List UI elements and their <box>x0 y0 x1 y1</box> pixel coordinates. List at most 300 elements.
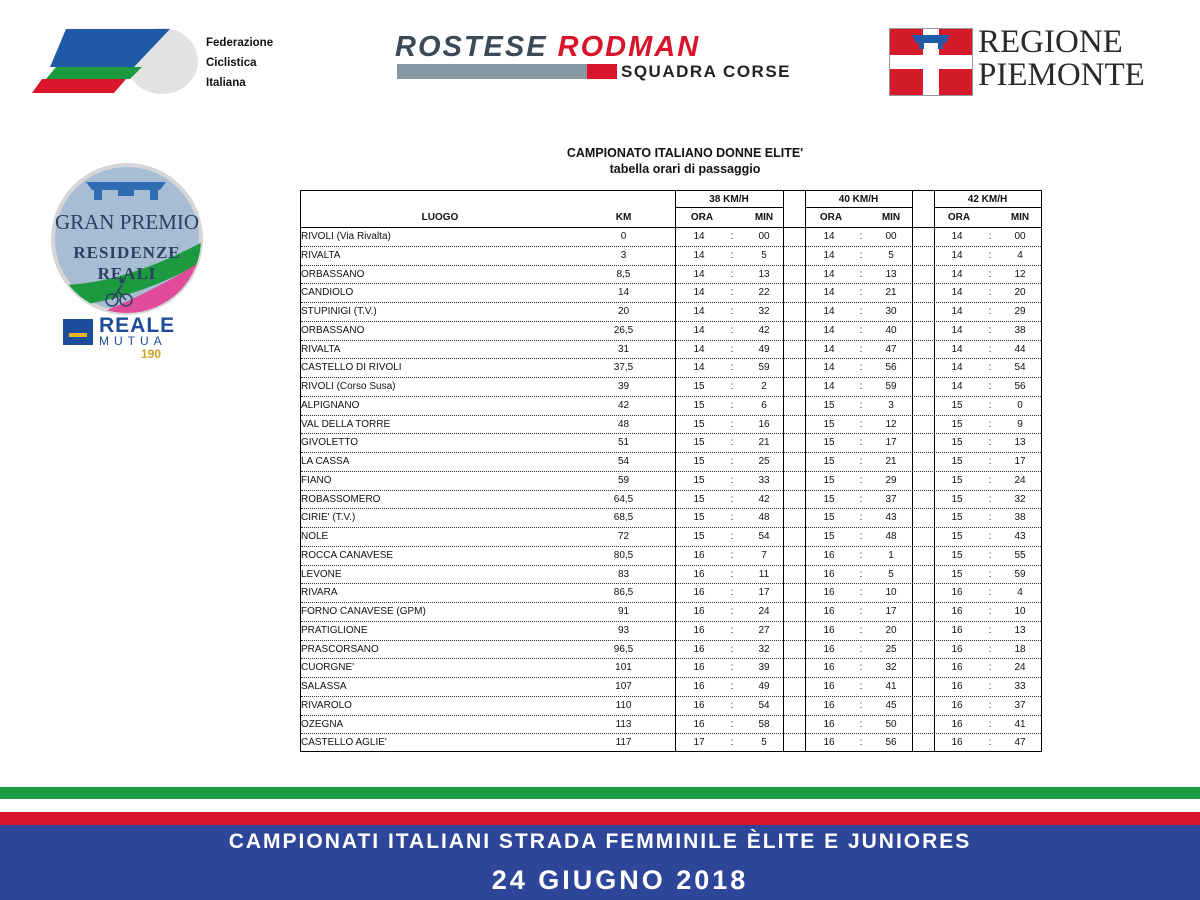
time-separator: : <box>730 324 734 336</box>
time-separator: : <box>859 418 863 430</box>
row-min-40: 47 <box>885 343 897 355</box>
row-ora-38: 14 <box>693 231 705 242</box>
time-separator: : <box>859 268 863 280</box>
row-min-40: 10 <box>885 587 897 599</box>
time-separator: : <box>988 606 992 617</box>
row-ora-42: 15 <box>951 549 963 561</box>
table-row <box>301 491 1041 510</box>
time-separator: : <box>730 512 734 524</box>
table-row <box>301 284 1041 303</box>
table-row <box>301 734 1041 753</box>
row-location: CUORGNE' <box>301 662 355 674</box>
row-min-42: 55 <box>1014 549 1026 561</box>
time-separator: : <box>988 324 992 336</box>
time-separator: : <box>988 587 992 599</box>
row-ora-42: 16 <box>951 624 963 636</box>
row-location: RIVOLI (Via Rivalta) <box>301 231 391 242</box>
row-min-38: 25 <box>758 456 770 467</box>
time-separator: : <box>859 681 863 692</box>
row-ora-40: 15 <box>823 474 835 486</box>
flag-stripe-white <box>0 799 1200 812</box>
row-min-42: 10 <box>1014 606 1026 617</box>
time-separator: : <box>859 381 863 392</box>
time-separator: : <box>859 662 863 674</box>
time-separator: : <box>988 643 992 655</box>
row-location: STUPINIGI (T.V.) <box>301 306 377 317</box>
row-min-42: 17 <box>1014 456 1026 467</box>
row-ora-42: 16 <box>951 643 963 655</box>
row-ora-40: 15 <box>823 437 835 449</box>
row-min-40: 56 <box>885 362 897 374</box>
row-min-40: 30 <box>885 306 897 317</box>
row-ora-38: 15 <box>693 437 705 449</box>
row-ora-38: 16 <box>693 681 705 692</box>
row-ora-42: 14 <box>951 249 963 261</box>
time-separator: : <box>988 737 992 749</box>
fci-label-line: Federazione <box>206 37 274 49</box>
time-separator: : <box>730 662 734 674</box>
time-separator: : <box>988 287 992 299</box>
piemonte-label <box>978 26 1168 92</box>
time-separator: : <box>988 362 992 374</box>
row-min-40: 20 <box>885 624 897 636</box>
row-km: 101 <box>615 662 632 674</box>
ora-header: ORA <box>690 212 714 223</box>
reale-mutua-icon <box>63 319 93 345</box>
rostese-brand-a: ROSTESE <box>395 31 558 63</box>
row-min-42: 41 <box>1014 718 1026 730</box>
time-separator: : <box>730 531 734 542</box>
row-min-38: 27 <box>758 624 770 636</box>
row-location: NOLE <box>301 531 329 542</box>
row-ora-42: 15 <box>951 531 963 542</box>
row-min-38: 49 <box>758 681 770 692</box>
row-ora-38: 15 <box>693 381 705 392</box>
row-min-40: 32 <box>885 662 897 674</box>
time-separator: : <box>730 399 734 411</box>
footer-banner <box>0 825 1200 900</box>
row-km: 8,5 <box>616 268 631 280</box>
time-separator: : <box>859 287 863 299</box>
row-km: 26,5 <box>613 324 634 336</box>
gran-premio-emblem-icon <box>48 160 206 318</box>
time-separator: : <box>988 699 992 711</box>
speed-divider <box>805 207 912 208</box>
row-location: CASTELLO DI RIVOLI <box>301 362 402 374</box>
row-min-40: 21 <box>885 456 897 467</box>
row-ora-38: 14 <box>693 306 705 317</box>
row-min-40: 29 <box>885 474 897 486</box>
row-ora-40: 15 <box>823 418 835 430</box>
row-ora-42: 16 <box>951 662 963 674</box>
time-separator: : <box>859 493 863 505</box>
row-min-40: 12 <box>885 418 897 430</box>
row-min-42: 12 <box>1014 268 1026 280</box>
time-separator: : <box>730 268 734 280</box>
row-location: RIVAROLO <box>301 699 352 711</box>
min-header: MIN <box>754 212 774 223</box>
row-ora-38: 15 <box>693 531 705 542</box>
time-separator: : <box>988 399 992 411</box>
time-separator: : <box>730 456 734 467</box>
rostese-bar <box>397 64 589 79</box>
row-min-42: 00 <box>1014 231 1026 242</box>
row-min-38: 32 <box>758 643 770 655</box>
row-ora-42: 14 <box>951 343 963 355</box>
row-min-38: 24 <box>758 606 770 617</box>
row-km: 110 <box>615 699 632 711</box>
time-separator: : <box>859 587 863 599</box>
row-min-42: 43 <box>1014 531 1026 542</box>
row-ora-38: 17 <box>693 737 705 749</box>
row-location: CIRIE' (T.V.) <box>301 512 356 524</box>
row-min-38: 22 <box>758 287 770 299</box>
time-separator: : <box>730 643 734 655</box>
row-ora-42: 15 <box>951 418 963 430</box>
row-ora-38: 16 <box>693 568 705 580</box>
row-km: 68,5 <box>613 512 634 524</box>
row-ora-42: 15 <box>951 568 963 580</box>
time-separator: : <box>988 249 992 261</box>
row-ora-40: 14 <box>823 287 835 299</box>
time-separator: : <box>730 381 734 392</box>
row-min-38: 33 <box>758 474 770 486</box>
time-separator: : <box>730 343 734 355</box>
row-min-40: 56 <box>885 737 897 749</box>
flag-stripe-green <box>0 787 1200 799</box>
row-location: SALASSA <box>301 681 347 692</box>
row-km: 80,5 <box>613 549 634 561</box>
row-km: 107 <box>615 681 632 692</box>
gran-premio-badge <box>48 160 206 318</box>
row-ora-40: 16 <box>823 606 835 617</box>
flag-stripe-red <box>0 812 1200 825</box>
row-min-38: 49 <box>758 343 770 355</box>
time-separator: : <box>988 231 992 242</box>
row-ora-40: 14 <box>823 381 835 392</box>
fci-label <box>206 33 273 93</box>
table-row <box>301 528 1041 547</box>
row-location: LEVONE <box>301 568 342 580</box>
row-min-42: 59 <box>1014 568 1026 580</box>
row-location: ALPIGNANO <box>301 399 360 411</box>
time-separator: : <box>730 249 734 261</box>
row-ora-40: 15 <box>823 512 835 524</box>
table-row <box>301 434 1041 453</box>
row-location: RIVALTA <box>301 343 341 355</box>
rostese-rodman-logo <box>395 31 797 84</box>
table-row <box>301 416 1041 435</box>
row-km: 0 <box>620 231 627 242</box>
row-min-42: 33 <box>1014 681 1026 692</box>
row-min-38: 00 <box>758 231 770 242</box>
table-row <box>301 322 1041 341</box>
row-min-42: 38 <box>1014 324 1026 336</box>
time-separator: : <box>988 268 992 280</box>
document-title: CAMPIONATO ITALIANO DONNE ELITE' <box>566 146 804 160</box>
time-separator: : <box>988 437 992 449</box>
time-separator: : <box>859 324 863 336</box>
row-ora-40: 16 <box>823 737 835 749</box>
row-min-42: 54 <box>1014 362 1026 374</box>
timetable <box>300 190 1042 752</box>
reale-sub: MUTUA <box>99 334 167 348</box>
row-min-42: 24 <box>1014 474 1026 486</box>
row-ora-38: 15 <box>693 399 705 411</box>
row-km: 31 <box>617 343 630 355</box>
table-row <box>301 547 1041 566</box>
table-row <box>301 303 1041 322</box>
ora-header: ORA <box>947 212 971 223</box>
row-location: CASTELLO AGLIE' <box>301 737 387 749</box>
speed-header-40: 40 KM/H <box>838 194 879 205</box>
row-location: OZEGNA <box>301 718 344 730</box>
time-separator: : <box>859 549 863 561</box>
row-ora-38: 15 <box>693 418 705 430</box>
time-separator: : <box>859 512 863 524</box>
row-min-40: 3 <box>888 399 894 411</box>
row-min-38: 5 <box>761 737 767 749</box>
row-km: 72 <box>617 531 630 542</box>
time-separator: : <box>988 343 992 355</box>
row-ora-40: 15 <box>823 456 835 467</box>
time-separator: : <box>859 699 863 711</box>
table-row <box>301 378 1041 397</box>
rostese-brand <box>395 31 700 64</box>
time-separator: : <box>730 737 734 749</box>
table-row <box>301 697 1041 716</box>
row-min-40: 43 <box>885 512 897 524</box>
time-separator: : <box>859 399 863 411</box>
table-row <box>301 603 1041 622</box>
row-ora-38: 15 <box>693 512 705 524</box>
row-min-42: 44 <box>1014 343 1026 355</box>
row-location: GIVOLETTO <box>301 437 359 449</box>
time-separator: : <box>988 418 992 430</box>
row-ora-40: 16 <box>823 587 835 599</box>
row-km: 117 <box>615 737 632 749</box>
row-ora-42: 15 <box>951 512 963 524</box>
row-min-40: 48 <box>885 531 897 542</box>
table-row <box>301 266 1041 285</box>
row-min-40: 41 <box>885 681 897 692</box>
time-separator: : <box>730 718 734 730</box>
row-ora-40: 14 <box>823 343 835 355</box>
row-ora-40: 16 <box>823 643 835 655</box>
row-min-42: 4 <box>1017 587 1023 599</box>
row-ora-42: 15 <box>951 437 963 449</box>
time-separator: : <box>730 231 734 242</box>
row-ora-42: 14 <box>951 306 963 317</box>
row-min-42: 20 <box>1014 287 1026 299</box>
time-separator: : <box>859 249 863 261</box>
row-ora-42: 15 <box>951 474 963 486</box>
row-ora-40: 16 <box>823 549 835 561</box>
row-ora-40: 16 <box>823 718 835 730</box>
table-row <box>301 359 1041 378</box>
time-separator: : <box>859 718 863 730</box>
row-ora-38: 16 <box>693 624 705 636</box>
row-min-40: 13 <box>885 268 897 280</box>
row-location: RIVALTA <box>301 249 341 261</box>
speed-divider <box>675 207 783 208</box>
table-row <box>301 659 1041 678</box>
time-separator: : <box>730 437 734 449</box>
row-ora-38: 15 <box>693 493 705 505</box>
row-min-40: 5 <box>888 249 894 261</box>
row-km: 3 <box>620 249 627 261</box>
table-row <box>301 247 1041 266</box>
row-km: 86,5 <box>613 587 634 599</box>
row-ora-42: 16 <box>951 699 963 711</box>
row-min-38: 5 <box>761 249 767 261</box>
row-min-40: 40 <box>885 324 897 336</box>
row-location: FIANO <box>301 474 332 486</box>
regione-piemonte-logo <box>889 24 1169 96</box>
time-separator: : <box>988 512 992 524</box>
row-ora-38: 16 <box>693 549 705 561</box>
time-separator: : <box>859 362 863 374</box>
time-separator: : <box>730 606 734 617</box>
row-ora-40: 16 <box>823 681 835 692</box>
time-separator: : <box>988 456 992 467</box>
row-ora-42: 14 <box>951 381 963 392</box>
time-separator: : <box>730 587 734 599</box>
table-row <box>301 716 1041 735</box>
min-header: MIN <box>1010 212 1030 223</box>
gran-premio-title: GRAN PREMIO <box>54 210 200 234</box>
row-ora-42: 16 <box>951 606 963 617</box>
row-min-42: 37 <box>1014 699 1026 711</box>
row-ora-40: 14 <box>823 268 835 280</box>
row-min-42: 47 <box>1014 737 1026 749</box>
reale-name: REALE <box>99 314 176 337</box>
row-ora-40: 16 <box>823 662 835 674</box>
time-separator: : <box>988 531 992 542</box>
km-header: KM <box>615 212 632 223</box>
row-ora-42: 16 <box>951 587 963 599</box>
time-separator: : <box>859 606 863 617</box>
row-ora-38: 16 <box>693 587 705 599</box>
row-min-42: 0 <box>1017 399 1023 411</box>
row-ora-38: 16 <box>693 718 705 730</box>
table-row <box>301 622 1041 641</box>
time-separator: : <box>730 287 734 299</box>
footer-event-date: 24 GIUGNO 2018 <box>491 865 749 895</box>
row-ora-38: 14 <box>693 287 705 299</box>
fci-label-line: Italiana <box>206 77 246 89</box>
row-min-40: 17 <box>885 606 897 617</box>
row-ora-40: 15 <box>823 531 835 542</box>
rostese-red-block <box>587 64 617 79</box>
time-separator: : <box>988 493 992 505</box>
time-separator: : <box>859 568 863 580</box>
table-row <box>301 584 1041 603</box>
row-location: ORBASSANO <box>301 324 365 336</box>
table-row <box>301 228 1041 247</box>
residenze-title: RESIDENZE <box>73 243 181 262</box>
row-min-38: 48 <box>758 512 770 524</box>
row-ora-38: 16 <box>693 643 705 655</box>
row-ora-40: 14 <box>823 231 835 242</box>
row-ora-40: 14 <box>823 249 835 261</box>
row-ora-40: 15 <box>823 399 835 411</box>
row-location: FORNO CANAVESE (GPM) <box>301 606 426 617</box>
row-min-42: 24 <box>1014 662 1026 674</box>
time-separator: : <box>859 343 863 355</box>
row-km: 93 <box>617 624 630 636</box>
footer-event-title: CAMPIONATI ITALIANI STRADA FEMMINILE ÈLITE E JUNIORES <box>228 830 972 853</box>
row-min-38: 42 <box>758 324 770 336</box>
row-min-38: 58 <box>758 718 770 730</box>
row-min-42: 38 <box>1014 512 1026 524</box>
row-min-40: 5 <box>888 568 894 580</box>
reale-years: 190 <box>141 347 162 361</box>
time-separator: : <box>859 643 863 655</box>
row-min-40: 21 <box>885 287 897 299</box>
row-ora-42: 14 <box>951 231 963 242</box>
row-min-42: 29 <box>1014 306 1026 317</box>
table-row <box>301 509 1041 528</box>
time-separator: : <box>988 624 992 636</box>
table-row <box>301 472 1041 491</box>
fci-emblem-icon <box>30 27 200 99</box>
row-ora-42: 14 <box>951 287 963 299</box>
table-row <box>301 641 1041 660</box>
piemonte-label-line: PIEMONTE <box>978 57 1145 93</box>
row-location: CANDIOLO <box>301 287 354 299</box>
row-ora-40: 14 <box>823 362 835 374</box>
row-km: 42 <box>617 399 630 411</box>
table-row <box>301 397 1041 416</box>
speed-header-42: 42 KM/H <box>967 194 1008 205</box>
row-min-42: 13 <box>1014 624 1026 636</box>
row-ora-42: 15 <box>951 493 963 505</box>
row-location: PRATIGLIONE <box>301 624 368 636</box>
row-min-38: 21 <box>758 437 770 449</box>
row-ora-40: 16 <box>823 624 835 636</box>
row-ora-38: 16 <box>693 662 705 674</box>
row-ora-38: 15 <box>693 474 705 486</box>
time-separator: : <box>988 474 992 486</box>
time-separator: : <box>988 568 992 580</box>
time-separator: : <box>730 624 734 636</box>
row-location: ORBASSANO <box>301 268 365 280</box>
row-min-42: 32 <box>1014 493 1026 505</box>
time-separator: : <box>730 306 734 317</box>
row-km: 39 <box>617 381 630 392</box>
row-ora-38: 15 <box>693 456 705 467</box>
row-ora-42: 16 <box>951 681 963 692</box>
row-ora-40: 14 <box>823 306 835 317</box>
table-row <box>301 453 1041 472</box>
time-separator: : <box>730 568 734 580</box>
row-km: 64,5 <box>613 493 634 505</box>
row-km: 14 <box>617 287 630 299</box>
time-separator: : <box>859 737 863 749</box>
row-min-42: 56 <box>1014 381 1026 392</box>
time-separator: : <box>730 362 734 374</box>
speed-header-38: 38 KM/H <box>709 194 749 205</box>
row-location: LA CASSA <box>301 456 350 467</box>
row-ora-38: 16 <box>693 699 705 711</box>
fci-logo <box>30 27 290 99</box>
row-km: 91 <box>617 606 630 617</box>
row-min-42: 4 <box>1017 249 1023 261</box>
row-min-38: 17 <box>758 587 770 599</box>
time-separator: : <box>859 624 863 636</box>
row-km: 54 <box>617 456 630 467</box>
